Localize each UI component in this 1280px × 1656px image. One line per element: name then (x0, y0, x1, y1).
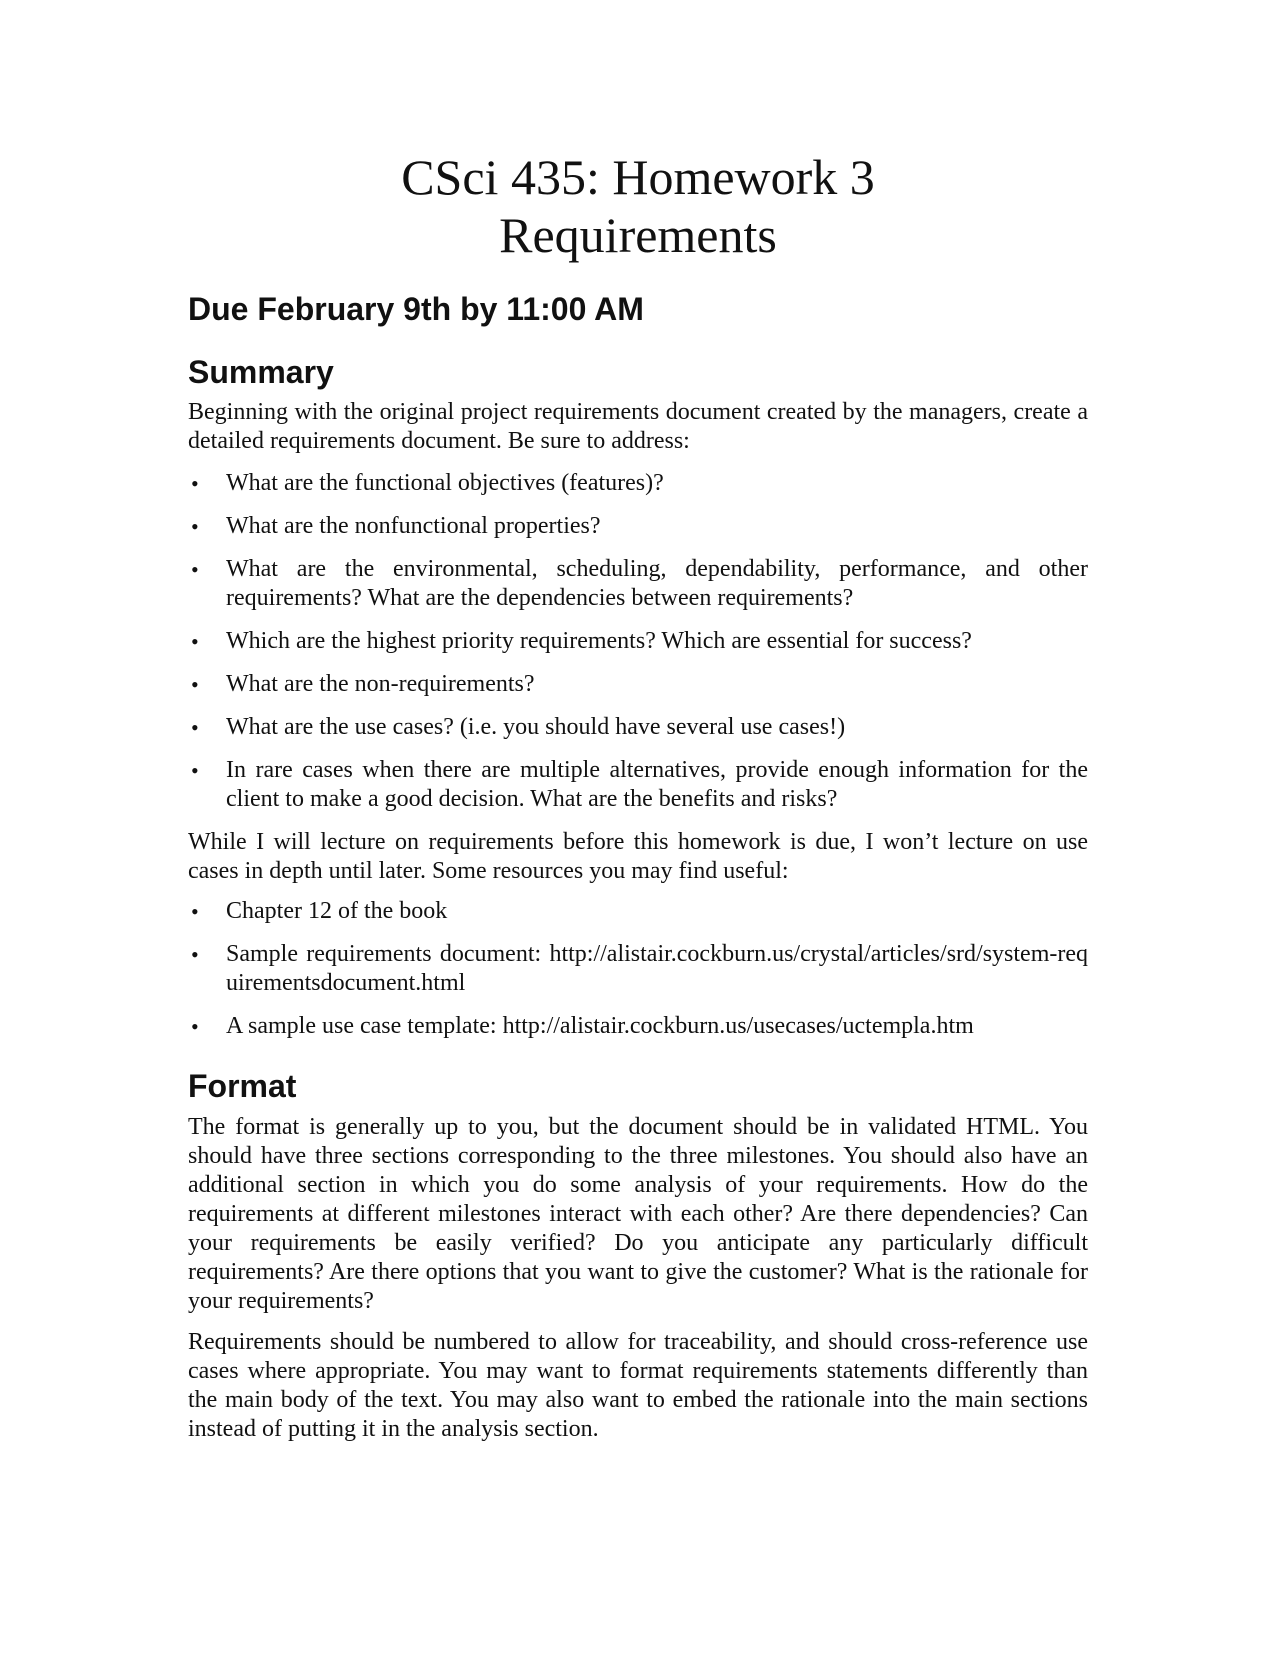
list-item-text: What are the use cases? (i.e. you should have several use cases!) (226, 714, 846, 740)
bullet-icon: • (191, 629, 199, 654)
due-date-heading: Due February 9th by 11:00 AM (188, 291, 644, 327)
list-item (188, 512, 1088, 541)
list-item (188, 713, 1088, 742)
bullet-icon: • (191, 715, 199, 740)
list-item-text: What are the environmental, scheduling, dependability, performance, and other requirements? What are the dependencies between requirements? (226, 556, 1088, 611)
list-item-text: Which are the highest priority requirements? Which are essential for success? (226, 628, 972, 654)
requirements-questions-list (188, 469, 1088, 828)
list-item (188, 897, 1088, 926)
format-paragraph-2: Requirements should be numbered to allow for traceability, and should cross-reference use cases where appropriate. You may want to format requirements statements differently than the main body of the text. You may also want to embed the rationale into the main sections instead of putting it in the analysis section. (188, 1329, 1088, 1442)
bullet-icon: • (191, 758, 199, 783)
list-item-text: What are the nonfunctional properties? (226, 513, 601, 539)
list-item (188, 469, 1088, 498)
list-item (188, 756, 1088, 814)
list-item (188, 670, 1088, 699)
bullet-icon: • (191, 514, 199, 539)
format-paragraph-1: The format is generally up to you, but the document should be in validated HTML. You should have three sections corresponding to the three milestones. You should also have an additional section in which you do some analysis of your requirements. How do the requirements at different milestones interact with each other? Are there dependencies? Can your requirements be easily verified? Do you anticipate any particularly difficult requirements? Are there options that you want to give the customer? What is the rationale for your requirements? (188, 1114, 1088, 1314)
title-line-1: CSci 435: Homework 3 (401, 149, 875, 205)
bullet-icon: • (191, 942, 199, 967)
list-item (188, 555, 1088, 613)
bullet-icon: • (191, 557, 199, 582)
list-item (188, 627, 1088, 656)
format-heading: Format (188, 1068, 297, 1104)
sample-requirements-link-text: Sample requirements document: http://alistair.cockburn.us/crystal/articles/srd/system-requirementsdocument.html (226, 941, 1088, 996)
list-item (188, 940, 1088, 998)
resources-intro-paragraph: While I will lecture on requirements before this homework is due, I won’t lecture on use cases in depth until later. Some resources you may find useful: (188, 829, 1088, 884)
document-title (188, 148, 1088, 264)
bullet-icon: • (191, 1014, 199, 1039)
list-item-text: What are the functional objectives (features)? (226, 470, 664, 496)
summary-intro-paragraph: Beginning with the original project requirements document created by the managers, create a detailed requirements document. Be sure to address: (188, 399, 1088, 454)
list-item-text: Chapter 12 of the book (226, 898, 448, 924)
list-item-text: What are the non-requirements? (226, 671, 535, 697)
use-case-template-link-text: A sample use case template: http://alistair.cockburn.us/usecases/uctempla.htm (226, 1013, 974, 1039)
resources-list (188, 897, 1088, 1055)
bullet-icon: • (191, 672, 199, 697)
bullet-icon: • (191, 471, 199, 496)
bullet-icon: • (191, 899, 199, 924)
list-item-text: In rare cases when there are multiple alternatives, provide enough information for the client to make a good decision. What are the benefits and risks? (226, 757, 1088, 812)
summary-heading: Summary (188, 354, 334, 390)
title-line-2: Requirements (499, 207, 777, 263)
list-item (188, 1012, 1088, 1041)
